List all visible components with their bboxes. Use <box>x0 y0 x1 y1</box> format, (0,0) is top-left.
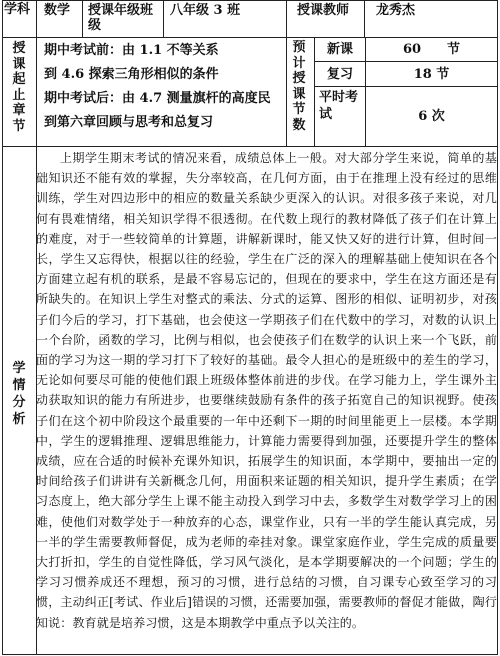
col-divider-h3 <box>286 0 287 37</box>
teacher-label: 授课教师 <box>297 3 350 18</box>
border-top <box>2 0 498 1</box>
hours-row-value-exam: 6 次 <box>418 109 445 124</box>
border-bottom <box>2 654 498 655</box>
progress-line: 到第六章回顾与思考和总复习 <box>44 115 214 130</box>
border-left <box>2 0 3 655</box>
col-divider-h2 <box>163 0 164 37</box>
col-divider-h4 <box>364 0 365 37</box>
border-right <box>497 0 498 655</box>
subject-value: 数学 <box>44 3 71 18</box>
teacher-value: 龙秀杰 <box>376 3 416 18</box>
progress-line: 期中考试后：由 4.7 测量旗杆的高度民 <box>44 91 271 106</box>
hours-row-value-review: 18 节 <box>413 66 450 82</box>
row-divider-2 <box>2 146 498 147</box>
progress-label: 授课起止章节 <box>12 41 26 134</box>
progress-line: 到 4.6 探索三角形相似的条件 <box>44 67 219 82</box>
hours-label: 预计授课节数 <box>292 40 306 133</box>
class-value: 八年级 3 班 <box>170 3 241 18</box>
hours-row-label-new: 新课 <box>326 42 353 57</box>
col-divider-p1 <box>286 37 287 146</box>
col-divider-h1 <box>82 0 83 37</box>
class-label: 授课年级班级 <box>88 3 154 33</box>
progress-lines <box>44 40 284 133</box>
analysis-label: 学情分析 <box>12 361 26 427</box>
hours-row-label-review: 复习 <box>326 66 353 82</box>
progress-line: 期中考试前：由 1.1 不等关系 <box>44 43 219 58</box>
subject-label: 学科 <box>4 2 31 17</box>
hours-row-value-new: 60 节 <box>402 42 461 57</box>
analysis-text: 上期学生期末考试的情况来看，成绩总体上一般。对大部分学生来说，简单的基础知识还不能有效的掌握，失分率较高，在几何方面，由于在推理上没有经过的思维训练，学生对四边形中的相应的数量关系缺少更深入的认识。对很多孩子来说，对几何有畏难情绪，相关知识学得不很透彻。在代数上现行的教材降低了孩子们在计算上的难度，对于一些较简单的计算题，讲解新课时，能又快又好的进行计算，但时间一长，学生又忘得快，根据以往的经验，学生在广泛的深入的理解基础上使知识在各个方面建立起有机的联系，是最不容易忘记的，但现在的要求中，学生在这方面还是有所缺失的。在知识上学生对整式的乘法、分式的运算、图形的相似、证明初步，对孩子们今后的学习，打下基础，也会使这一学期孩子们在代数中的学习，对数的认识上一个台阶，函数的学习，比例与相似，也会使孩子们在数学的认识上来一个飞跃，前面的学习为这一期的学习打下了较好的基础。最令人担心的是班级中的差生的学习，无论如何要尽可能的使他们跟上班级体整体前进的步伐。在学习能力上，学生课外主动获取知识的能力有所进步，也要继续鼓励有条件的孩子拓宽自己的知识视野。使孩子们在这个初中阶段这个最重要的一年中还剩下一期的时间里能更上一层楼。本学期中，学生的逻辑推理、逻辑思维能力，计算能力需要得到加强，还要提升学生的整体成绩，应在合适的时候补充课外知识，拓展学生的知识面，本学期中，要抽出一定的时间给孩子们讲讲有关新概念几何，用面积来证题的相关知识，提升学生素质；在学习态度上，绝大部分学生上课不能主动投入到学习中去，多数学生对数学学习上的困难，使他们对数学处于一种放弃的心态，课堂作业，只有一半的学生能认真完成，另一半的学生需要教师督促，成为老师的牵挂对象。课堂家庭作业，学生完成的质量要大打折扣，学生的自觉性降低，学习风气淡化，是本学期要解决的一个问题；学生的学习习惯养成还不理想，预习的习惯，进行总结的习惯，自习课专心致至学习的习惯，主动纠正[考试、作业后]错误的习惯，还需要加强，需要教师的督促才能做，陶行知说：教育就是培养习惯，这是本期教学中重点予以关注的。 <box>36 151 497 630</box>
hours-row-label-exam: 平时考试 <box>319 90 359 122</box>
